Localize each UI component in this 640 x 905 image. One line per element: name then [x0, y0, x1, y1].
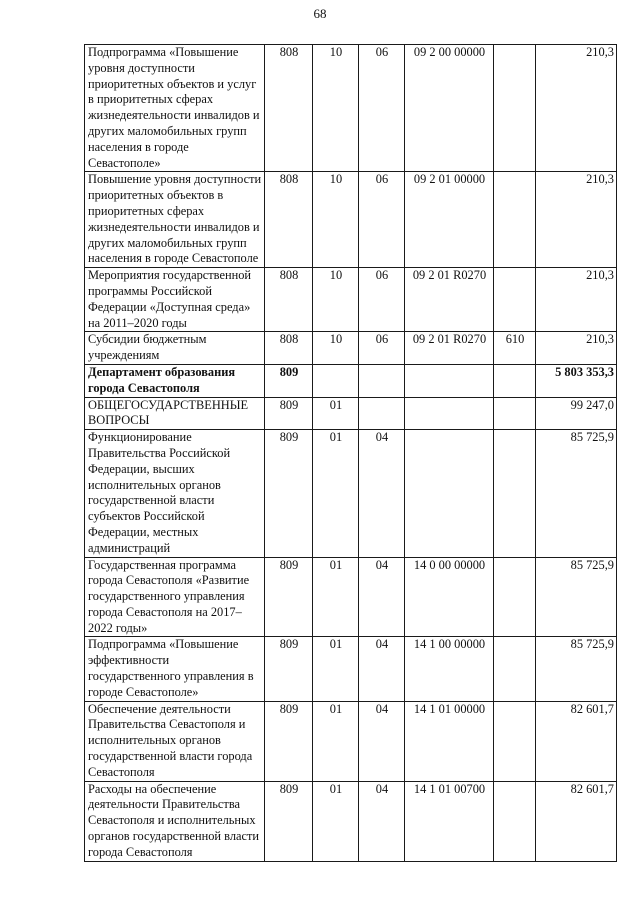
cell-subsection: 06 — [359, 45, 405, 172]
table-row — [85, 781, 617, 861]
table-row — [85, 364, 617, 397]
cell-name: Повышение уровня доступности приоритетных объектов в приоритетных сферах жизнедеятельности инвалидов и других маломобильных групп населения в городе Севастополе — [85, 172, 265, 268]
cell-expense-type — [494, 268, 536, 332]
cell-name: Государственная программа города Севастополя «Развитие государственного управления города Севастополя на 2017–2022 годы» — [85, 557, 265, 637]
cell-name: Субсидии бюджетным учреждениям — [85, 332, 265, 365]
cell-expense-type — [494, 364, 536, 397]
cell-code: 808 — [265, 332, 313, 365]
page-number: 68 — [313, 6, 327, 21]
cell-code: 809 — [265, 364, 313, 397]
cell-subsection: 06 — [359, 268, 405, 332]
cell-section: 10 — [313, 332, 359, 365]
cell-name: Мероприятия государственной программы Российской Федерации «Доступная среда» на 2011–2020 годы — [85, 268, 265, 332]
cell-expense-type — [494, 637, 536, 701]
cell-expense-type — [494, 430, 536, 557]
cell-name: Обеспечение деятельности Правительства Севастополя и исполнительных органов государственной власти города Севастополя — [85, 701, 265, 781]
cell-code: 809 — [265, 397, 313, 430]
table-row — [85, 397, 617, 430]
cell-code: 809 — [265, 637, 313, 701]
cell-target-article: 09 2 00 00000 — [405, 45, 494, 172]
cell-amount: 5 803 353,3 — [536, 364, 617, 397]
table-row — [85, 172, 617, 268]
cell-expense-type — [494, 701, 536, 781]
cell-target-article: 09 2 01 R0270 — [405, 268, 494, 332]
cell-target-article — [405, 430, 494, 557]
cell-name: Функционирование Правительства Российской Федерации, высших исполнительных органов государственной власти субъектов Российской Федерации, местных администраций — [85, 430, 265, 557]
table-row — [85, 45, 617, 172]
cell-target-article — [405, 364, 494, 397]
budget-table — [84, 44, 617, 862]
budget-table-body — [85, 45, 617, 862]
cell-name: Департамент образования города Севастополя — [85, 364, 265, 397]
cell-expense-type — [494, 781, 536, 861]
table-row — [85, 701, 617, 781]
cell-amount: 82 601,7 — [536, 781, 617, 861]
cell-target-article: 14 1 00 00000 — [405, 637, 494, 701]
cell-section: 01 — [313, 557, 359, 637]
cell-section: 01 — [313, 781, 359, 861]
cell-amount: 99 247,0 — [536, 397, 617, 430]
cell-expense-type: 610 — [494, 332, 536, 365]
cell-code: 809 — [265, 557, 313, 637]
cell-section: 01 — [313, 637, 359, 701]
cell-section: 10 — [313, 172, 359, 268]
cell-name: Расходы на обеспечение деятельности Правительства Севастополя и исполнительных органов государственной власти города Севастополя — [85, 781, 265, 861]
cell-subsection: 06 — [359, 332, 405, 365]
cell-amount: 85 725,9 — [536, 557, 617, 637]
cell-code: 809 — [265, 701, 313, 781]
cell-expense-type — [494, 557, 536, 637]
cell-section: 01 — [313, 701, 359, 781]
table-row — [85, 332, 617, 365]
cell-subsection: 04 — [359, 637, 405, 701]
cell-code: 809 — [265, 781, 313, 861]
cell-amount: 85 725,9 — [536, 637, 617, 701]
cell-name: ОБЩЕГОСУДАРСТВЕННЫЕ ВОПРОСЫ — [85, 397, 265, 430]
cell-section: 10 — [313, 45, 359, 172]
cell-code: 809 — [265, 430, 313, 557]
cell-expense-type — [494, 397, 536, 430]
cell-code: 808 — [265, 45, 313, 172]
table-row — [85, 557, 617, 637]
cell-target-article — [405, 397, 494, 430]
cell-target-article: 14 1 01 00000 — [405, 701, 494, 781]
cell-name: Подпрограмма «Повышение уровня доступности приоритетных объектов и услуг в приоритетных сферах жизнедеятельности инвалидов и других маломобильных групп населения в городе Севастополе» — [85, 45, 265, 172]
table-row — [85, 268, 617, 332]
table-row — [85, 430, 617, 557]
cell-code: 808 — [265, 268, 313, 332]
cell-section: 01 — [313, 397, 359, 430]
cell-amount: 210,3 — [536, 172, 617, 268]
cell-section: 01 — [313, 430, 359, 557]
cell-subsection: 04 — [359, 430, 405, 557]
cell-subsection: 06 — [359, 172, 405, 268]
cell-amount: 85 725,9 — [536, 430, 617, 557]
cell-subsection: 04 — [359, 557, 405, 637]
cell-section — [313, 364, 359, 397]
cell-expense-type — [494, 45, 536, 172]
table-row — [85, 637, 617, 701]
cell-name: Подпрограмма «Повышение эффективности государственного управления в городе Севастополе» — [85, 637, 265, 701]
cell-target-article: 09 2 01 00000 — [405, 172, 494, 268]
cell-target-article: 09 2 01 R0270 — [405, 332, 494, 365]
cell-target-article: 14 1 01 00700 — [405, 781, 494, 861]
cell-section: 10 — [313, 268, 359, 332]
cell-amount: 210,3 — [536, 45, 617, 172]
cell-target-article: 14 0 00 00000 — [405, 557, 494, 637]
cell-amount: 210,3 — [536, 332, 617, 365]
cell-amount: 210,3 — [536, 268, 617, 332]
cell-amount: 82 601,7 — [536, 701, 617, 781]
cell-subsection: 04 — [359, 701, 405, 781]
cell-subsection — [359, 364, 405, 397]
cell-code: 808 — [265, 172, 313, 268]
cell-expense-type — [494, 172, 536, 268]
cell-subsection — [359, 397, 405, 430]
cell-subsection: 04 — [359, 781, 405, 861]
